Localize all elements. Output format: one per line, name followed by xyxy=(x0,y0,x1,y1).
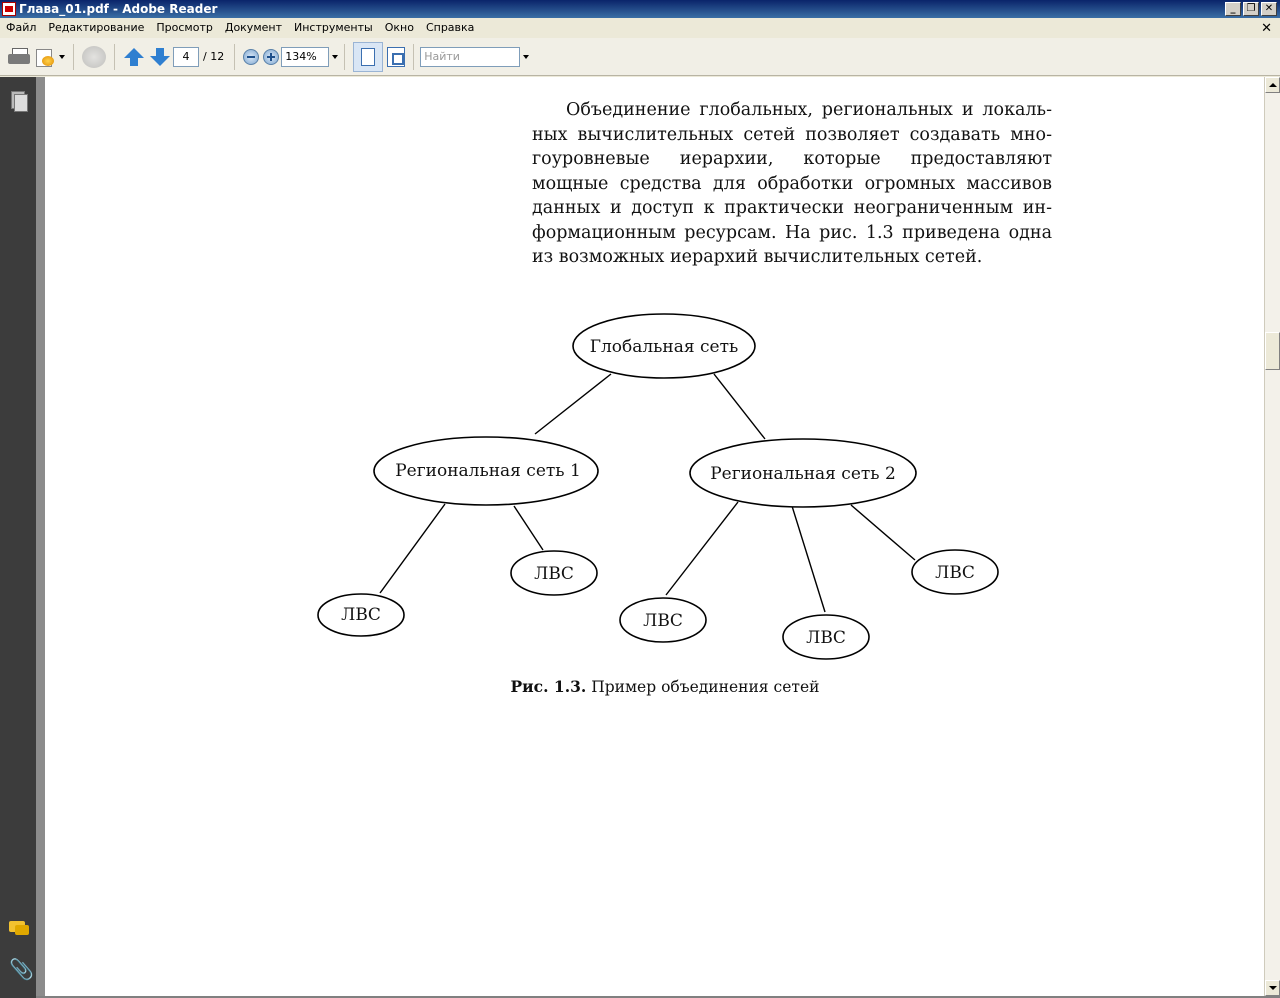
window-title: Глава_01.pdf - Adobe Reader xyxy=(19,2,218,16)
adobe-reader-icon xyxy=(2,2,16,16)
vertical-scrollbar[interactable] xyxy=(1264,77,1280,996)
globe-icon xyxy=(82,46,106,68)
scroll-thumb[interactable] xyxy=(1265,332,1280,370)
edge-regional1-lan1 xyxy=(380,504,445,593)
zoom-select[interactable]: 134% xyxy=(281,47,329,67)
figure-caption xyxy=(485,677,845,696)
node-lan2-label: ЛВС xyxy=(534,564,574,584)
paragraph-line: Объединение глобальных, региональных и локаль- xyxy=(566,100,1052,120)
minimize-button[interactable]: _ xyxy=(1225,2,1241,16)
toolbar-divider xyxy=(344,44,345,70)
comments-icon[interactable] xyxy=(9,919,29,939)
print-button[interactable] xyxy=(8,43,30,71)
pdf-page xyxy=(45,77,1264,996)
network-hierarchy-figure xyxy=(45,77,1264,996)
node-global-label: Глобальная сеть xyxy=(589,337,739,357)
previous-page-button[interactable] xyxy=(123,43,145,71)
menu-file[interactable]: Файл xyxy=(6,21,37,34)
menu-document[interactable]: Документ xyxy=(224,21,282,34)
arrow-up-icon xyxy=(123,47,145,67)
toolbar-divider xyxy=(234,44,235,70)
menu-tools[interactable]: Инструменты xyxy=(294,21,373,34)
menu-view[interactable]: Просмотр xyxy=(156,21,213,34)
close-button[interactable]: ✕ xyxy=(1261,2,1277,16)
paragraph-line: мощные средства для обработки огромных массивов xyxy=(532,173,1052,194)
toolbar xyxy=(0,38,1280,76)
edge-regional2-lan5 xyxy=(851,505,915,560)
fit-page-icon xyxy=(387,47,405,67)
title-bar xyxy=(0,0,1280,18)
scroll-down-arrow[interactable] xyxy=(1265,980,1280,996)
restore-button[interactable]: ❐ xyxy=(1243,2,1259,16)
edge-regional2-lan3 xyxy=(666,502,738,595)
navigation-pane xyxy=(0,77,36,998)
search-dropdown-arrow[interactable] xyxy=(523,55,529,59)
search-input[interactable]: Найти xyxy=(420,47,520,67)
paragraph-line: из возможных иерархий вычислительных сетей. xyxy=(532,247,983,267)
fit-width-icon xyxy=(353,42,383,72)
edge-global-regional2 xyxy=(714,374,765,439)
zoom-in-button[interactable] xyxy=(263,43,279,71)
menu-window[interactable]: Окно xyxy=(384,21,414,34)
attachment-icon[interactable]: 📎 xyxy=(9,957,34,981)
scroll-up-arrow[interactable] xyxy=(1265,77,1280,93)
zoom-dropdown-arrow[interactable] xyxy=(332,55,338,59)
edge-global-regional1 xyxy=(535,374,611,434)
fit-width-button[interactable] xyxy=(353,43,383,71)
zoom-in-icon xyxy=(263,49,279,65)
document-close-button[interactable]: ✕ xyxy=(1261,20,1272,36)
collaborate-icon xyxy=(34,47,56,67)
next-page-button[interactable] xyxy=(149,43,171,71)
online-button[interactable] xyxy=(82,43,106,71)
toolbar-divider xyxy=(413,44,414,70)
edge-regional1-lan2 xyxy=(514,506,543,550)
collaborate-button[interactable] xyxy=(34,43,65,71)
node-lan4-label: ЛВС xyxy=(806,628,846,648)
page-number-input[interactable]: 4 xyxy=(173,47,199,67)
node-lan3-label: ЛВС xyxy=(643,611,683,631)
printer-icon xyxy=(8,48,30,66)
node-regional2-label: Региональная сеть 2 xyxy=(710,464,896,484)
menu-edit[interactable]: Редактирование xyxy=(48,21,145,34)
caption-label: Рис. 1.3. xyxy=(510,677,587,696)
document-area xyxy=(36,77,1264,996)
node-lan1-label: ЛВС xyxy=(341,605,381,625)
zoom-out-icon xyxy=(243,49,259,65)
paragraph-line: данных и доступ к практически неограниченным ин- xyxy=(532,198,1052,218)
chevron-down-icon xyxy=(59,55,65,59)
page-total: / 12 xyxy=(203,50,225,63)
paragraph-line: формационным ресурсам. На рис. 1.3 приведена одна xyxy=(532,222,1052,243)
node-lan5-label: ЛВС xyxy=(935,563,975,583)
toolbar-divider xyxy=(114,44,115,70)
fit-page-button[interactable] xyxy=(387,43,405,71)
pages-icon[interactable] xyxy=(9,91,29,111)
caption-text: Пример объединения сетей xyxy=(591,678,820,696)
paragraph-line: гоуровневые иерархии, которые предоставляют xyxy=(532,149,1052,169)
edge-regional2-lan4 xyxy=(792,506,825,612)
node-regional1-label: Региональная сеть 1 xyxy=(395,461,581,481)
paragraph-line: ных вычислительных сетей позволяет создавать мно- xyxy=(532,124,1052,145)
arrow-down-icon xyxy=(149,47,171,67)
toolbar-divider xyxy=(73,44,74,70)
zoom-out-button[interactable] xyxy=(243,43,259,71)
menu-bar xyxy=(0,18,1280,38)
menu-help[interactable]: Справка xyxy=(425,21,475,34)
